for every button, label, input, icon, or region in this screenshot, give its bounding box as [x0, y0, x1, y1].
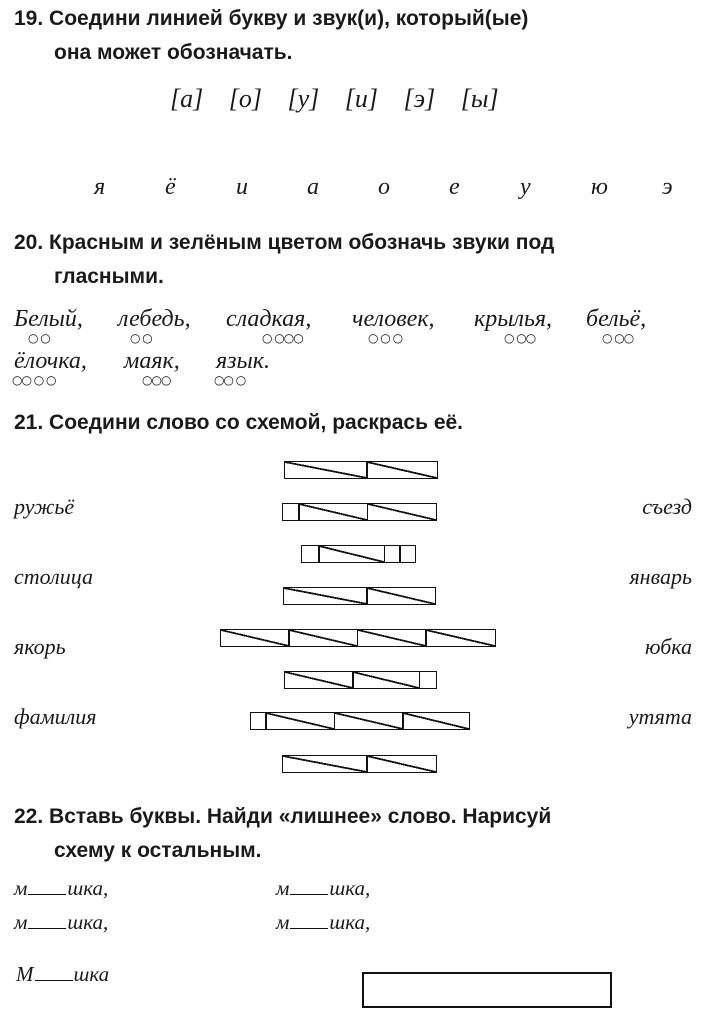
fill-word-suffix: шка,	[67, 910, 109, 934]
scheme-cell-consonant	[250, 712, 267, 730]
scheme-cell-merged	[357, 629, 427, 647]
scheme-8[interactable]	[283, 755, 437, 773]
sound-e[interactable]: [э]	[403, 84, 436, 113]
word-yazyk: язык.	[216, 348, 270, 374]
task-22-title-line1: 22. Вставь буквы. Найди «лишнее» слово. Нарисуй	[14, 805, 552, 828]
word-chelovek: человек,	[352, 306, 435, 332]
scheme-cell-consonant	[399, 545, 416, 563]
scheme-cell-merged	[283, 587, 368, 605]
right-word-yanvar[interactable]: январь	[629, 564, 692, 589]
vowel-marks-yolochka: ○○ ○ ○	[12, 373, 56, 387]
left-word-yakor[interactable]: якорь	[14, 634, 66, 659]
word-lebed: лебедь,	[118, 306, 191, 332]
fill-word-prefix: м	[276, 876, 290, 900]
fill-word-3[interactable]	[14, 910, 108, 935]
scheme-3[interactable]	[302, 545, 416, 563]
fill-word-suffix: шка,	[67, 876, 109, 900]
task-19-title-line2: она может обозначать.	[54, 41, 293, 64]
scheme-cell-merged	[352, 671, 420, 689]
letter-ye[interactable]: е	[449, 174, 460, 200]
scheme-2[interactable]	[283, 503, 437, 521]
word-sladkaya: сладкая,	[226, 306, 312, 332]
scheme-cell-merged	[284, 671, 354, 689]
right-word-utyata[interactable]: утята	[628, 704, 692, 729]
scheme-cell-merged	[265, 712, 335, 730]
letter-i[interactable]: и	[236, 174, 248, 200]
right-word-sjezd[interactable]: съезд	[642, 494, 692, 519]
fill-word-prefix: м	[14, 876, 28, 900]
fill-word-suffix: шка,	[329, 910, 371, 934]
vowel-marks-belyi: ○ ○	[28, 331, 50, 345]
scheme-cell-merged	[367, 503, 437, 521]
letter-o[interactable]: о	[378, 174, 390, 200]
letter-row	[94, 174, 712, 201]
right-word-yubka[interactable]: юбка	[644, 634, 692, 659]
fill-word-suffix: шка,	[329, 876, 371, 900]
scheme-cell-merged	[366, 755, 437, 773]
vowel-marks-mayak: ○○○	[142, 373, 171, 387]
letter-blank[interactable]	[28, 910, 66, 929]
scheme-cell-merged	[334, 712, 404, 730]
scheme-cell-merged	[298, 503, 368, 521]
scheme-cell-merged	[220, 629, 290, 647]
vowel-marks-lebed: ○ ○	[130, 331, 152, 345]
letter-yo[interactable]: ё	[165, 174, 176, 200]
task-21-title: 21. Соедини слово со схемой, раскрась её.	[14, 411, 464, 434]
vowel-marks-sladkaya: ○ ○○○	[262, 331, 303, 345]
scheme-cell-merged	[425, 629, 496, 647]
word-belyo: бельё,	[586, 306, 647, 332]
sound-y[interactable]: [ы]	[460, 84, 499, 113]
fill-word-5[interactable]	[16, 962, 109, 987]
letter-blank[interactable]	[290, 876, 328, 895]
left-word-familiya[interactable]: фамилия	[14, 704, 97, 729]
scheme-answer-box[interactable]	[362, 972, 612, 1008]
letter-yu[interactable]: ю	[591, 174, 608, 200]
fill-word-prefix: М	[16, 962, 34, 986]
scheme-cell-consonant	[384, 545, 401, 563]
letter-blank[interactable]	[28, 876, 66, 895]
word-mayak: маяк,	[124, 348, 180, 374]
task-20-title	[14, 226, 554, 294]
letter-u[interactable]: у	[520, 174, 531, 200]
vowel-marks-krylya: ○ ○○	[504, 331, 536, 345]
vowel-marks-chelovek: ○ ○ ○	[368, 331, 403, 345]
scheme-cell-merged	[284, 461, 368, 479]
scheme-5[interactable]	[221, 629, 496, 647]
scheme-7[interactable]	[251, 712, 470, 730]
scheme-cell-merged	[402, 712, 470, 730]
sound-a[interactable]: [а]	[170, 84, 204, 113]
left-word-ruzhyo[interactable]: ружьё	[14, 494, 75, 519]
scheme-6[interactable]	[285, 671, 437, 689]
task-20-title-line2: гласными.	[54, 265, 164, 288]
scheme-cell-consonant	[301, 545, 320, 563]
sound-o[interactable]: [о]	[228, 84, 262, 113]
task-22-title	[14, 800, 551, 868]
left-word-stolitsa[interactable]: столица	[14, 564, 93, 589]
fill-word-4[interactable]	[276, 910, 370, 935]
scheme-cell-merged	[366, 587, 436, 605]
scheme-cell-merged	[366, 461, 438, 479]
task-22-title-line2: схему к остальным.	[54, 839, 262, 862]
word-belyi: Белый,	[14, 306, 83, 332]
fill-word-prefix: м	[14, 910, 28, 934]
vowel-marks-belyo: ○ ○○	[602, 331, 634, 345]
letter-e[interactable]: э	[662, 174, 673, 200]
word-krylya: крылья,	[474, 306, 553, 332]
task-19-title-line1: 19. Соедини линией букву и звук(и), который(ые)	[14, 7, 529, 30]
scheme-4[interactable]	[284, 587, 436, 605]
scheme-1[interactable]	[285, 461, 438, 479]
task-19-title	[14, 2, 528, 70]
letter-blank[interactable]	[290, 910, 328, 929]
fill-word-suffix: шка	[73, 962, 110, 986]
task-20-title-line1: 20. Красным и зелёным цветом обозначь звуки под	[14, 231, 555, 254]
scheme-cell-merged	[318, 545, 385, 563]
fill-word-prefix: м	[276, 910, 290, 934]
letter-blank[interactable]	[35, 962, 73, 981]
sound-row	[170, 84, 518, 114]
fill-word-1[interactable]	[14, 876, 108, 901]
scheme-cell-merged	[282, 755, 368, 773]
word-yolochka: ёлочка,	[14, 348, 87, 374]
letter-a[interactable]: а	[307, 174, 319, 200]
sound-i[interactable]: [и]	[344, 84, 379, 113]
scheme-cell-consonant	[282, 503, 300, 521]
scheme-cell-merged	[288, 629, 358, 647]
vowel-marks-yazyk: ○○ ○	[214, 373, 246, 387]
sound-u[interactable]: [у]	[287, 84, 320, 113]
letter-ya[interactable]: я	[94, 174, 106, 200]
scheme-cell-consonant	[419, 671, 437, 689]
fill-word-2[interactable]	[276, 876, 370, 901]
